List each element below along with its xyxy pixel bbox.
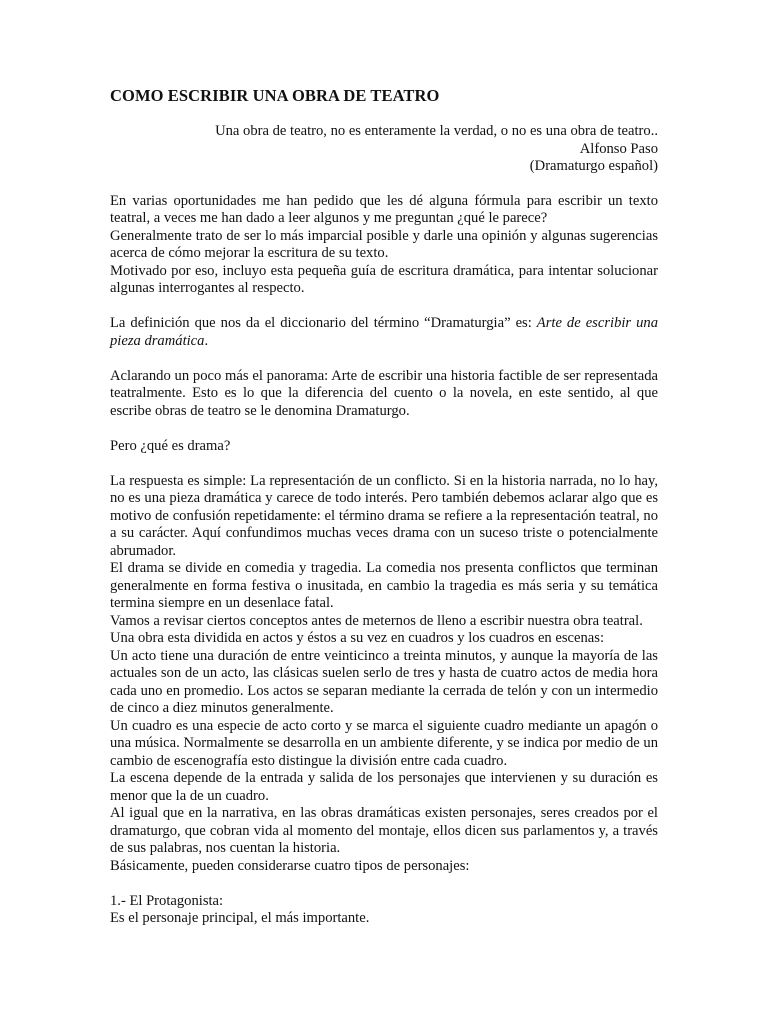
definition-lead: La definición que nos da el diccionario del término “Dramaturgia” es:	[110, 315, 537, 331]
paragraph: Al igual que en la narrativa, en las obras dramáticas existen personajes, seres creados por el dramaturgo, que cobran vida al momento del montaje, ellos dicen sus parlamentos y, a través de sus palabras, nos cuentan la historia.	[110, 805, 658, 856]
document-title: COMO ESCRIBIR UNA OBRA DE TEATRO	[110, 86, 440, 105]
definition-italic: Arte de escribir una pieza dramática	[110, 315, 659, 349]
question-paragraph: Pero ¿qué es drama?	[110, 437, 231, 454]
paragraph: Un cuadro es una especie de acto corto y se marca el siguiente cuadro mediante un apagón o una música. Normalmente se desarrolla en un ambiente diferente, y se indica por medio de un cambio de escenografía esto distingue la división entre cada cuadro.	[110, 717, 658, 769]
paragraph: Es el personaje principal, el más importante.	[110, 910, 370, 926]
paragraph: Aclarando un poco más el panorama: Arte de escribir una historia factible de ser representada teatralmente. Esto es lo que la diferencia del cuento o la novela, en este sentido, al que escribe obras de teatro se le denomina Dramaturgo.	[110, 367, 658, 419]
epigraph-quote: Una obra de teatro, no es enteramente la verdad, o no es una obra de teatro..	[215, 123, 658, 139]
paragraph: La respuesta es simple: La representación de un conflicto. Si en la historia narrada, no lo hay, no es una pieza dramática y carece de todo interés. Pero también debemos aclarar algo que es motivo de confusión repetidamente: el término drama se refiere a la representación teatral, no a su carácter. Aquí confundimos muchas veces drama con un suceso triste o potencialmente abrumador.	[110, 472, 658, 559]
paragraph: Un acto tiene una duración de entre veinticinco a treinta minutos, y aunque la mayoría de las actuales son de un acto, las clásicas suelen serlo de tres y hasta de cuatro actos de media hora cada uno en promedio. Los actos se separan mediante la cerrada de telón y con un intermedio de cinco a diez minutos generalmente.	[110, 647, 658, 716]
paragraph: Motivado por eso, incluyo esta pequeña guía de escritura dramática, para intentar solucionar algunas interrogantes al respecto.	[110, 262, 658, 296]
epigraph-author-role: (Dramaturgo español)	[529, 158, 658, 174]
epigraph	[110, 123, 658, 176]
definition-paragraph	[110, 315, 658, 350]
section-heading: 1.- El Protagonista:	[110, 892, 224, 909]
paragraph: Básicamente, pueden considerarse cuatro tipos de personajes:	[110, 857, 470, 874]
paragraph: En varias oportunidades me han pedido que les dé alguna fórmula para escribir un texto teatral, a veces me han dado a leer algunos y me preguntan ¿qué le parece?	[110, 192, 658, 226]
paragraph: Una obra esta dividida en actos y éstos a su vez en cuadros y los cuadros en escenas:	[110, 630, 604, 646]
paragraph: El drama se divide en comedia y tragedia. La comedia nos presenta conflictos que terminan generalmente en forma festiva o inusitada, en cambio la tragedia es más seria y su temática termina siempre en un desenlace fatal.	[110, 560, 658, 611]
paragraph: Generalmente trato de ser lo más imparcial posible y darle una opinión y algunas sugerencias acerca de cómo mejorar la escritura de su texto.	[110, 227, 658, 261]
epigraph-author: Alfonso Paso	[579, 140, 658, 157]
paragraph: Vamos a revisar ciertos conceptos antes de meternos de lleno a escribir nuestra obra teatral.	[110, 612, 643, 629]
definition-tail: .	[204, 332, 209, 349]
paragraph: La escena depende de la entrada y salida de los personajes que intervienen y su duración es menor que la de un cuadro.	[110, 770, 658, 804]
